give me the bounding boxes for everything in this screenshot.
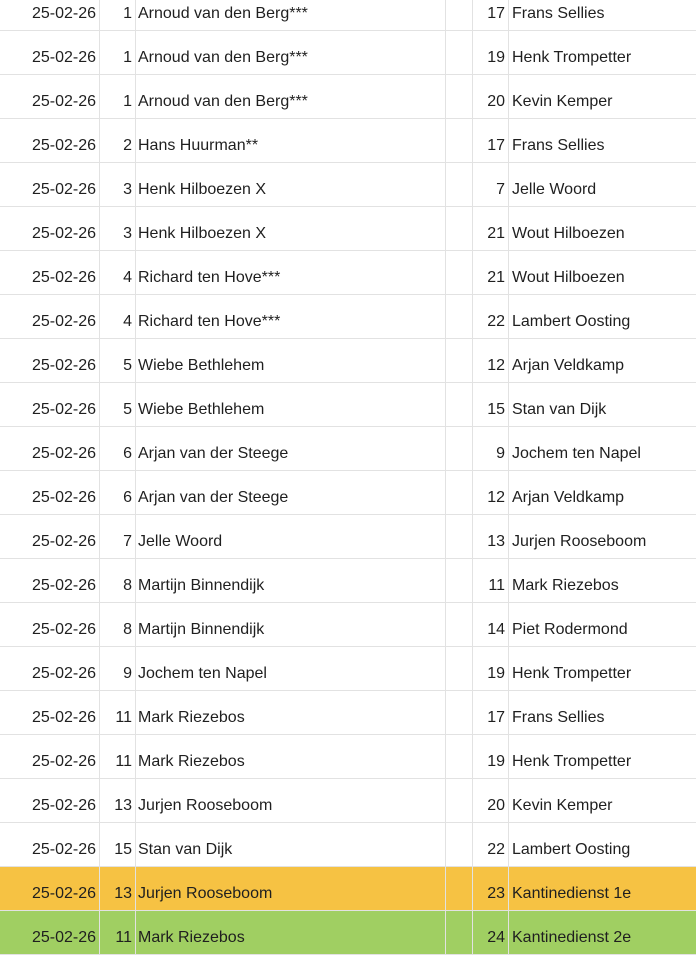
empty-cell[interactable]: [446, 163, 473, 206]
number-cell[interactable]: 5: [100, 339, 136, 382]
empty-cell[interactable]: [446, 823, 473, 866]
name-cell[interactable]: Kevin Kemper: [512, 797, 613, 814]
empty-cell[interactable]: [446, 515, 473, 558]
number-cell[interactable]: 22: [473, 295, 509, 338]
name-cell[interactable]: Kantinedienst 2e: [512, 929, 632, 946]
date-cell[interactable]: 25-02-26: [0, 735, 100, 778]
name-cell[interactable]: Kantinedienst 1e: [512, 885, 632, 902]
name-cell[interactable]: Arjan Veldkamp: [512, 489, 625, 506]
date-cell[interactable]: 25-02-26: [0, 471, 100, 514]
table-row: [0, 603, 696, 647]
date-cell[interactable]: 25-02-26: [0, 647, 100, 690]
name-cell[interactable]: Arnoud van den Berg***: [136, 0, 446, 30]
name-cell[interactable]: Martijn Binnendijk: [136, 559, 446, 602]
empty-cell[interactable]: [446, 603, 473, 646]
date-cell[interactable]: 25-02-26: [0, 0, 100, 30]
number-cell[interactable]: 3: [100, 207, 136, 250]
name-cell[interactable]: Arjan van der Steege: [136, 427, 446, 470]
name-cell[interactable]: Jelle Woord: [136, 515, 446, 558]
table-row: [0, 251, 696, 295]
empty-cell[interactable]: [446, 647, 473, 690]
date-cell[interactable]: 25-02-26: [0, 295, 100, 338]
name-cell[interactable]: Mark Riezebos: [136, 691, 446, 734]
name-cell[interactable]: Frans Sellies: [512, 137, 605, 154]
name-cell[interactable]: Jochem ten Napel: [136, 647, 446, 690]
name-cell[interactable]: Arjan Veldkamp: [512, 357, 625, 374]
table-row: [0, 779, 696, 823]
number-cell[interactable]: 15: [100, 823, 136, 866]
name-cell[interactable]: Arnoud van den Berg***: [136, 75, 446, 118]
number-cell[interactable]: 17: [473, 0, 509, 30]
empty-cell[interactable]: [446, 427, 473, 470]
name-cell[interactable]: Hans Huurman**: [136, 119, 446, 162]
number-cell[interactable]: 1: [100, 75, 136, 118]
empty-cell[interactable]: [446, 75, 473, 118]
name-cell[interactable]: Mark Riezebos: [136, 911, 446, 954]
empty-cell[interactable]: [446, 339, 473, 382]
table-row: [0, 119, 696, 163]
table-row: [0, 559, 696, 603]
name-cell[interactable]: Jurjen Rooseboom: [136, 867, 446, 910]
number-cell[interactable]: 20: [473, 75, 509, 118]
name-cell[interactable]: Kevin Kemper: [512, 93, 613, 110]
empty-cell[interactable]: [446, 119, 473, 162]
number-cell[interactable]: 5: [100, 383, 136, 426]
number-cell[interactable]: 20: [473, 779, 509, 822]
number-cell[interactable]: 13: [100, 867, 136, 910]
date-cell[interactable]: 25-02-26: [0, 779, 100, 822]
number-cell[interactable]: 19: [473, 31, 509, 74]
number-cell[interactable]: 23: [473, 867, 509, 910]
empty-cell[interactable]: [446, 295, 473, 338]
empty-cell[interactable]: [446, 691, 473, 734]
name-cell[interactable]: Piet Rodermond: [512, 621, 628, 638]
table-row: [0, 0, 696, 31]
table-row: [0, 735, 696, 779]
date-cell[interactable]: 25-02-26: [0, 163, 100, 206]
number-cell[interactable]: 1: [100, 0, 136, 30]
empty-cell[interactable]: [446, 383, 473, 426]
name-cell[interactable]: Wout Hilboezen: [512, 225, 625, 242]
number-cell[interactable]: 6: [100, 427, 136, 470]
name-cell[interactable]: Stan van Dijk: [136, 823, 446, 866]
number-cell[interactable]: 17: [473, 691, 509, 734]
date-cell[interactable]: 25-02-26: [0, 119, 100, 162]
name-cell[interactable]: Arnoud van den Berg***: [136, 31, 446, 74]
name-cell[interactable]: Jochem ten Napel: [512, 445, 641, 462]
empty-cell[interactable]: [446, 0, 473, 30]
name-cell[interactable]: Lambert Oosting: [512, 313, 631, 330]
name-cell[interactable]: Stan van Dijk: [512, 401, 607, 418]
number-cell[interactable]: 8: [100, 603, 136, 646]
name-cell[interactable]: Henk Hilboezen X: [136, 163, 446, 206]
empty-cell[interactable]: [446, 251, 473, 294]
date-cell[interactable]: 25-02-26: [0, 911, 100, 954]
empty-cell[interactable]: [446, 207, 473, 250]
table-row: [0, 647, 696, 691]
empty-cell[interactable]: [446, 559, 473, 602]
name-cell[interactable]: Henk Trompetter: [512, 49, 632, 66]
number-cell[interactable]: 11: [473, 559, 509, 602]
number-cell[interactable]: 1: [100, 31, 136, 74]
number-cell[interactable]: 6: [100, 471, 136, 514]
number-cell[interactable]: 19: [473, 647, 509, 690]
number-cell[interactable]: 13: [100, 779, 136, 822]
name-cell[interactable]: Martijn Binnendijk: [136, 603, 446, 646]
empty-cell[interactable]: [446, 471, 473, 514]
date-cell[interactable]: 25-02-26: [0, 823, 100, 866]
number-cell[interactable]: 22: [473, 823, 509, 866]
date-cell[interactable]: 25-02-26: [0, 559, 100, 602]
empty-cell[interactable]: [446, 911, 473, 954]
date-cell[interactable]: 25-02-26: [0, 75, 100, 118]
number-cell[interactable]: 11: [100, 735, 136, 778]
number-cell[interactable]: 4: [100, 251, 136, 294]
date-cell[interactable]: 25-02-26: [0, 251, 100, 294]
date-cell[interactable]: 25-02-26: [0, 867, 100, 910]
name-cell[interactable]: Jurjen Rooseboom: [512, 533, 647, 550]
number-cell[interactable]: 7: [473, 163, 509, 206]
name-cell[interactable]: Arjan van der Steege: [136, 471, 446, 514]
number-cell[interactable]: 2: [100, 119, 136, 162]
name-cell[interactable]: Mark Riezebos: [512, 577, 619, 594]
date-cell[interactable]: 25-02-26: [0, 339, 100, 382]
empty-cell[interactable]: [446, 735, 473, 778]
name-cell[interactable]: Frans Sellies: [512, 709, 605, 726]
table-row: [0, 31, 696, 75]
name-cell[interactable]: Henk Trompetter: [512, 665, 632, 682]
name-cell[interactable]: Wiebe Bethlehem: [136, 383, 446, 426]
number-cell[interactable]: 12: [473, 339, 509, 382]
date-cell[interactable]: 25-02-26: [0, 515, 100, 558]
table-row: [0, 911, 696, 955]
table-row: [0, 163, 696, 207]
name-cell[interactable]: Henk Hilboezen X: [136, 207, 446, 250]
number-cell[interactable]: 9: [100, 647, 136, 690]
name-cell[interactable]: Wiebe Bethlehem: [136, 339, 446, 382]
table-row: [0, 383, 696, 427]
name-cell[interactable]: Lambert Oosting: [512, 841, 631, 858]
number-cell[interactable]: 12: [473, 471, 509, 514]
number-cell[interactable]: 24: [473, 911, 509, 954]
empty-cell[interactable]: [446, 779, 473, 822]
date-cell[interactable]: 25-02-26: [0, 383, 100, 426]
number-cell[interactable]: 11: [100, 911, 136, 954]
name-cell[interactable]: Frans Sellies: [512, 5, 605, 22]
number-cell[interactable]: 13: [473, 515, 509, 558]
number-cell[interactable]: 7: [100, 515, 136, 558]
number-cell[interactable]: 11: [100, 691, 136, 734]
table-row: [0, 427, 696, 471]
number-cell[interactable]: 17: [473, 119, 509, 162]
number-cell[interactable]: 3: [100, 163, 136, 206]
table-row: [0, 75, 696, 119]
table-row: [0, 295, 696, 339]
name-cell[interactable]: Mark Riezebos: [136, 735, 446, 778]
number-cell[interactable]: 9: [473, 427, 509, 470]
table-row: [0, 515, 696, 559]
date-cell[interactable]: 25-02-26: [0, 603, 100, 646]
number-cell[interactable]: 21: [473, 251, 509, 294]
number-cell[interactable]: 14: [473, 603, 509, 646]
name-cell[interactable]: Jurjen Rooseboom: [136, 779, 446, 822]
table-row: [0, 823, 696, 867]
date-cell[interactable]: 25-02-26: [0, 207, 100, 250]
number-cell[interactable]: 8: [100, 559, 136, 602]
table-row: [0, 471, 696, 515]
number-cell[interactable]: 19: [473, 735, 509, 778]
number-cell[interactable]: 21: [473, 207, 509, 250]
table-row: [0, 691, 696, 735]
date-cell[interactable]: 25-02-26: [0, 691, 100, 734]
number-cell[interactable]: 15: [473, 383, 509, 426]
date-cell[interactable]: 25-02-26: [0, 427, 100, 470]
number-cell[interactable]: 4: [100, 295, 136, 338]
table-row: [0, 339, 696, 383]
name-cell[interactable]: Jelle Woord: [512, 181, 597, 198]
empty-cell[interactable]: [446, 31, 473, 74]
name-cell[interactable]: Wout Hilboezen: [512, 269, 625, 286]
table-row: [0, 207, 696, 251]
empty-cell[interactable]: [446, 867, 473, 910]
name-cell[interactable]: Richard ten Hove***: [136, 295, 446, 338]
table-row: [0, 867, 696, 911]
name-cell[interactable]: Richard ten Hove***: [136, 251, 446, 294]
date-cell[interactable]: 25-02-26: [0, 31, 100, 74]
name-cell[interactable]: Henk Trompetter: [512, 753, 632, 770]
